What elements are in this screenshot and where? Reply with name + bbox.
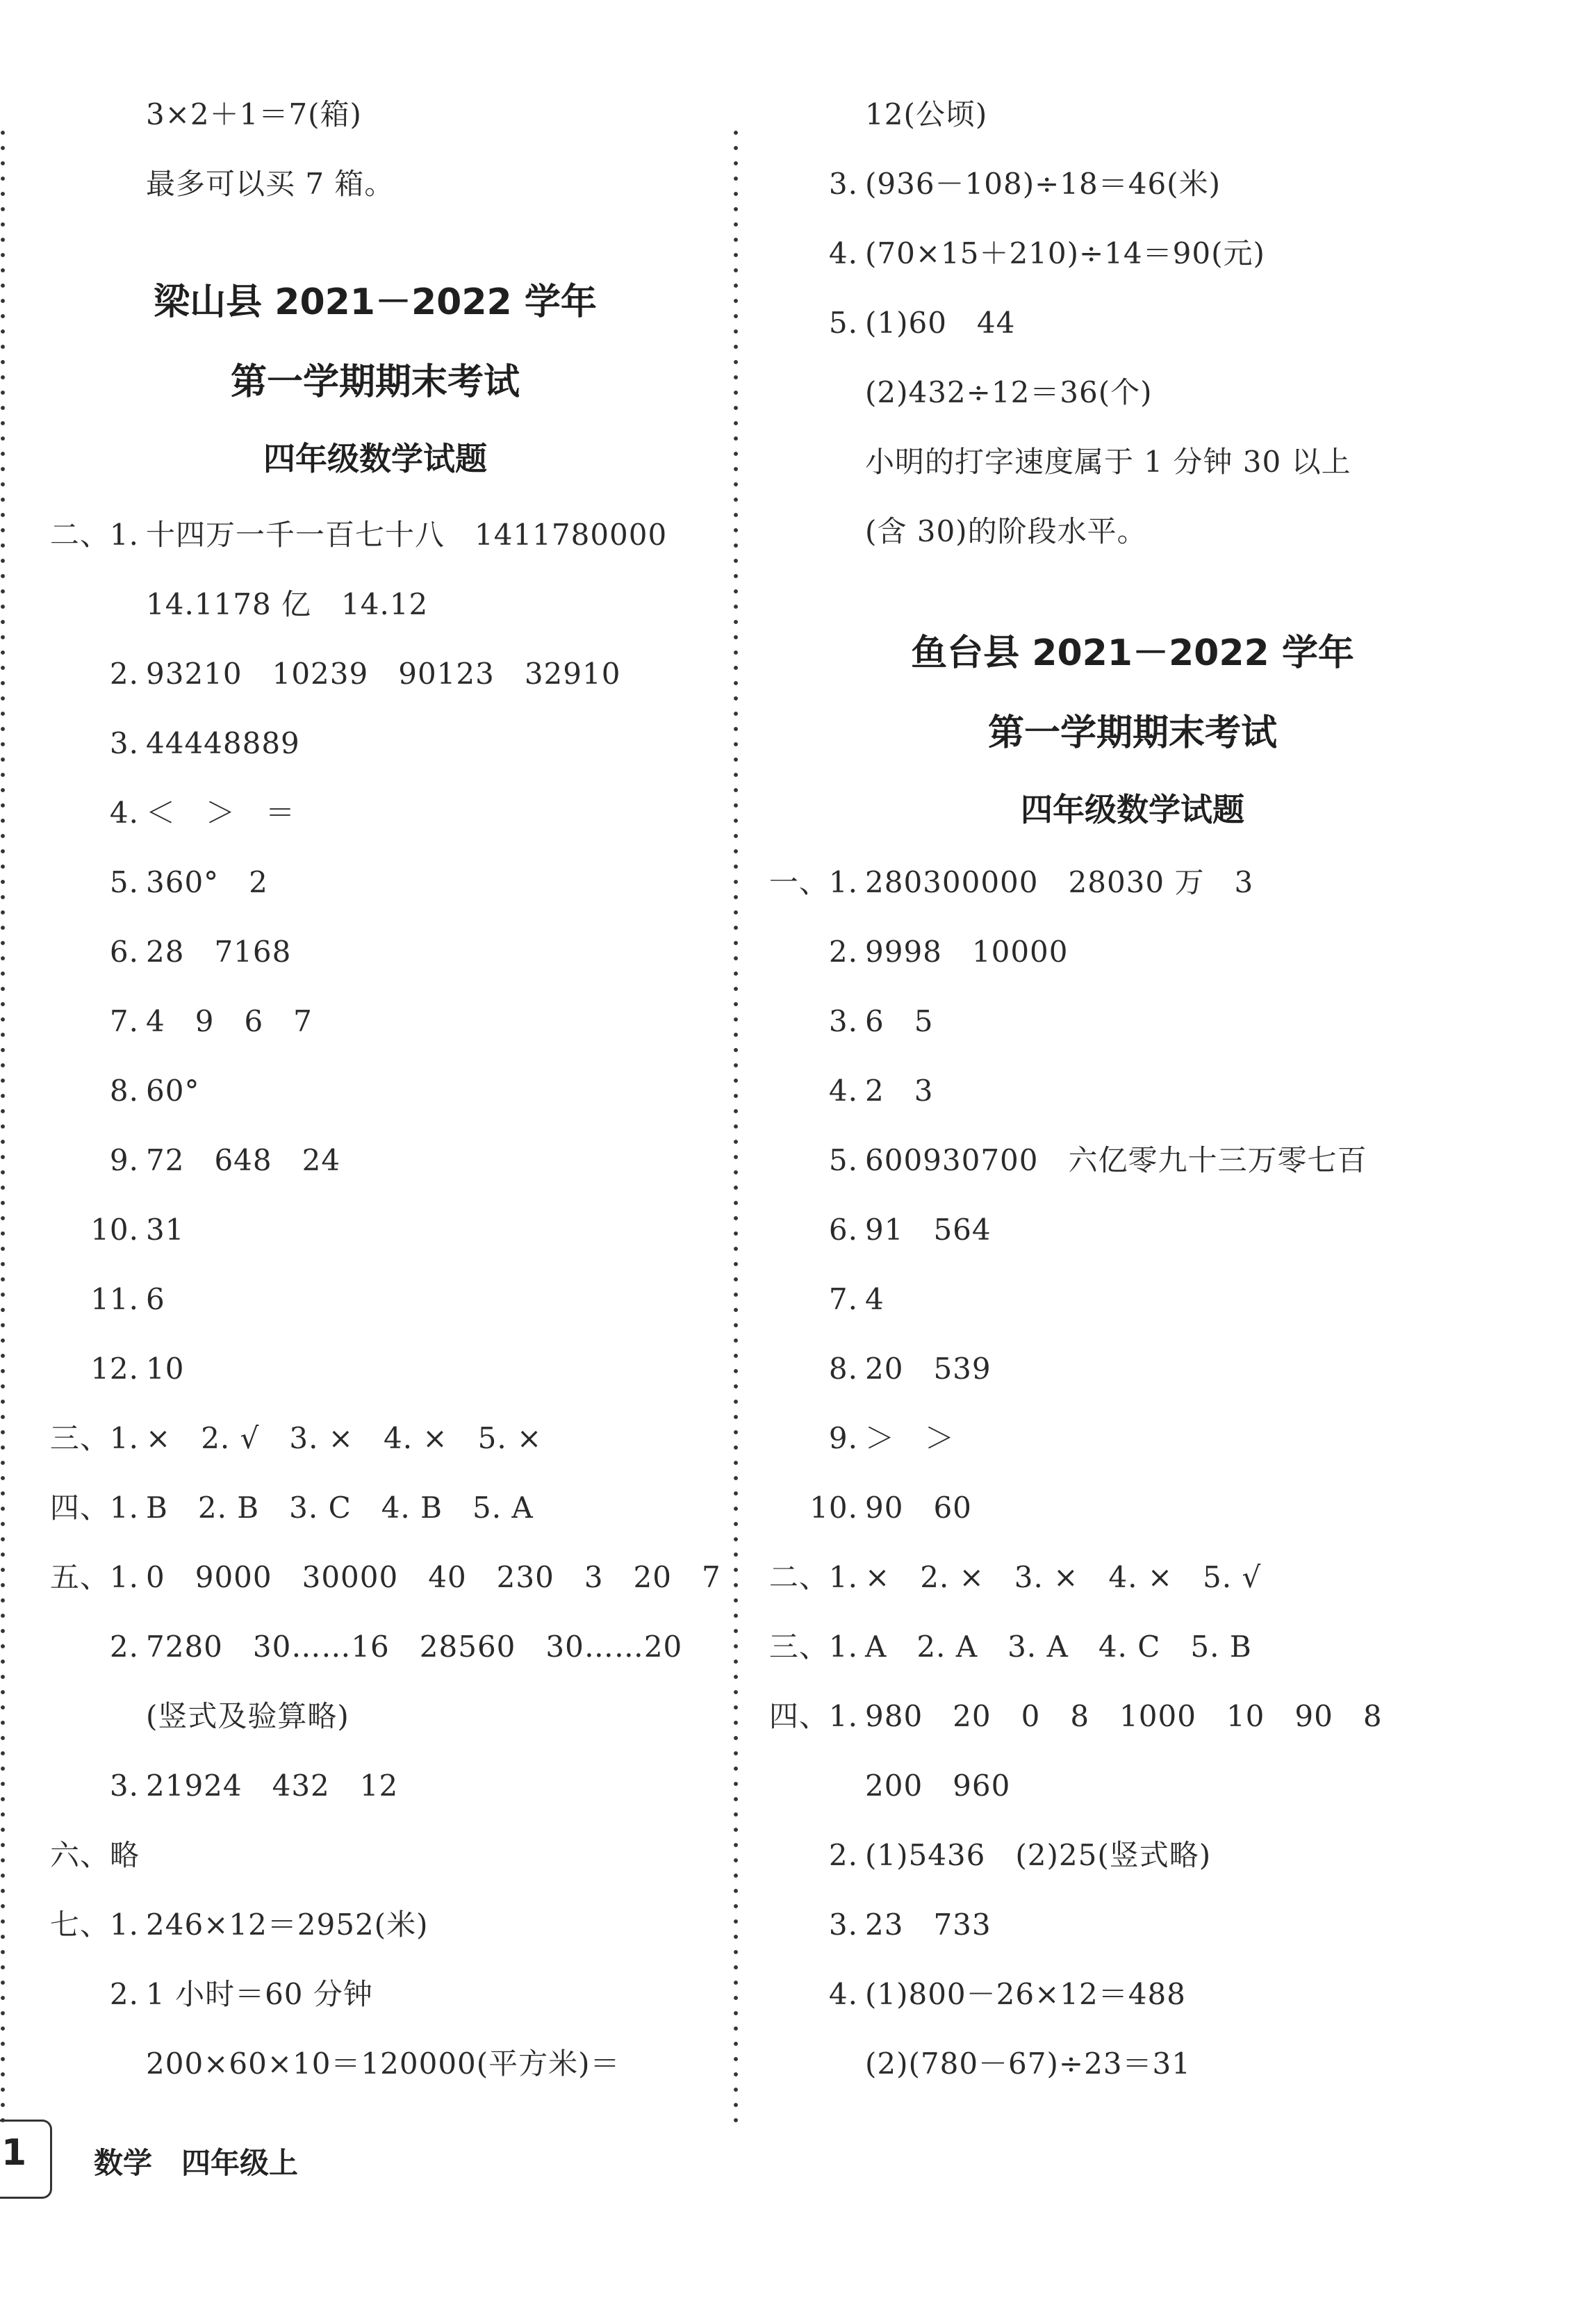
answer-number: 3. (828, 167, 858, 201)
answer-text: 200 960 (865, 1769, 1011, 1803)
answer-number: 9. (828, 1421, 858, 1455)
answer-number: 10. (809, 1491, 858, 1525)
answer-text: 4 9 6 7 (146, 1004, 313, 1038)
answer-text: (2)432÷12＝36(个) (865, 375, 1153, 409)
left-title-county: 梁山县 2021－2022 学年 (154, 281, 597, 323)
answer-text: 360° 2 (146, 865, 268, 899)
answer-number: 5. (828, 306, 858, 340)
answer-number: 3. (828, 1908, 858, 1942)
answer-number: 6. (109, 935, 139, 969)
answer-text: 6 5 (865, 1004, 934, 1038)
answer-number: 11. (90, 1282, 139, 1316)
answer-text: (竖式及验算略) (146, 1699, 349, 1733)
answer-text: ＞ ＞ (865, 1421, 955, 1455)
answer-text: 最多可以买 7 箱。 (146, 167, 395, 201)
answer-number: 2. (828, 1838, 858, 1872)
answer-number: 七、1. (49, 1908, 139, 1942)
answer-text: 2 3 (865, 1074, 934, 1108)
answer-number: 4. (828, 236, 858, 270)
footer-label: 数学 四年级上 (94, 2146, 299, 2180)
answer-text: 93210 10239 90123 32910 (146, 657, 621, 691)
answer-text: 12(公顷) (865, 97, 988, 131)
answer-number: 2. (109, 1977, 139, 2011)
right-title-subject: 四年级数学试题 (1021, 791, 1244, 828)
answer-text: 44448889 (146, 726, 300, 760)
answer-number: 三、1. (768, 1630, 858, 1664)
answer-text: 600930700 六亿零九十三万零七百 (865, 1143, 1367, 1177)
answer-text: 0 9000 30000 40 230 3 20 7 (146, 1560, 721, 1594)
answer-text: 20 539 (865, 1352, 992, 1386)
answer-number: 5. (828, 1143, 858, 1177)
answer-text: 4 (865, 1282, 885, 1316)
answer-text: 21924 432 12 (146, 1769, 399, 1803)
answer-number: 3. (828, 1004, 858, 1038)
answer-number: 3. (109, 1769, 139, 1803)
answer-text: 90 60 (865, 1491, 972, 1525)
answer-text: 200×60×10＝120000(平方米)＝ (146, 2047, 620, 2081)
answer-text: 72 648 24 (146, 1143, 341, 1177)
answer-number: 9. (109, 1143, 139, 1177)
answer-text: 280300000 28030 万 3 (865, 865, 1254, 899)
left-title-exam: 第一学期期末考试 (230, 361, 520, 403)
answer-number: 6. (828, 1213, 858, 1247)
answer-number: 2. (109, 1630, 139, 1664)
column-divider-dots (733, 125, 739, 2126)
answer-text: (含 30)的阶段水平。 (865, 514, 1147, 548)
answer-number: 10. (90, 1213, 139, 1247)
answer-number: 四、1. (768, 1699, 858, 1733)
answer-text: 14.1178 亿 14.12 (146, 587, 429, 621)
answer-text: 7280 30……16 28560 30……20 (146, 1630, 683, 1664)
answer-number: 4. (109, 796, 139, 830)
answer-text: × 2. × 3. × 4. × 5. √ (865, 1560, 1262, 1594)
answer-text: 91 564 (865, 1213, 992, 1247)
answer-text: B 2. B 3. C 4. B 5. A (146, 1491, 534, 1525)
answer-text: (1)60 44 (865, 306, 1016, 340)
answer-text: 9998 10000 (865, 935, 1069, 969)
answer-number: 4. (828, 1074, 858, 1108)
answer-number: 12. (90, 1352, 139, 1386)
answer-number: 5. (109, 865, 139, 899)
answer-text: 3×2＋1＝7(箱) (146, 97, 362, 131)
answer-number: 4. (828, 1977, 858, 2011)
answer-text: 6 (146, 1282, 165, 1316)
answer-number: 2. (828, 935, 858, 969)
answer-number: 四、1. (49, 1491, 139, 1525)
answer-text: × 2. √ 3. × 4. × 5. × (146, 1421, 543, 1455)
answer-number: 五、1. (49, 1560, 139, 1594)
answer-text: A 2. A 3. A 4. C 5. B (865, 1630, 1252, 1664)
answer-text: 小明的打字速度属于 1 分钟 30 以上 (865, 445, 1351, 479)
left-title-subject: 四年级数学试题 (263, 440, 487, 477)
right-title-exam: 第一学期期末考试 (987, 712, 1277, 754)
answer-number: 7. (828, 1282, 858, 1316)
answer-text: (70×15＋210)÷14＝90(元) (865, 236, 1265, 270)
answer-number: 二、1. (49, 518, 139, 552)
answer-text: 10 (146, 1352, 185, 1386)
answer-text: 980 20 0 8 1000 10 90 8 (865, 1699, 1383, 1733)
answer-number: 8. (828, 1352, 858, 1386)
answer-text: (1)5436 (2)25(竖式略) (865, 1838, 1212, 1872)
answer-text: 60° (146, 1074, 200, 1108)
answer-number: 3. (109, 726, 139, 760)
right-title-county: 鱼台县 2021－2022 学年 (911, 632, 1354, 674)
answer-text: 28 7168 (146, 935, 292, 969)
answer-number: 二、1. (768, 1560, 858, 1594)
answer-text: ＜ ＞ ＝ (146, 796, 296, 830)
answer-number: 8. (109, 1074, 139, 1108)
answer-number: 7. (109, 1004, 139, 1038)
answer-text: 十四万一千一百七十八 1411780000 (146, 518, 668, 552)
answer-text: 23 733 (865, 1908, 992, 1942)
answer-text: (1)800－26×12＝488 (865, 1977, 1186, 2011)
answer-text: (936－108)÷18＝46(米) (865, 167, 1221, 201)
answer-line: 六、略 (50, 1838, 140, 1872)
answer-number: 三、1. (49, 1421, 139, 1455)
answer-text: 246×12＝2952(米) (146, 1908, 429, 1942)
page-footer (0, 2120, 417, 2196)
answer-text: 31 (146, 1213, 185, 1247)
answer-number: 一、1. (768, 865, 858, 899)
answer-number: 2. (109, 657, 139, 691)
binding-dots-left (0, 125, 6, 2126)
page-number: 1 (1, 2132, 27, 2174)
answer-text: (2)(780－67)÷23＝31 (865, 2047, 1191, 2081)
answer-text: 1 小时＝60 分钟 (146, 1977, 373, 2011)
